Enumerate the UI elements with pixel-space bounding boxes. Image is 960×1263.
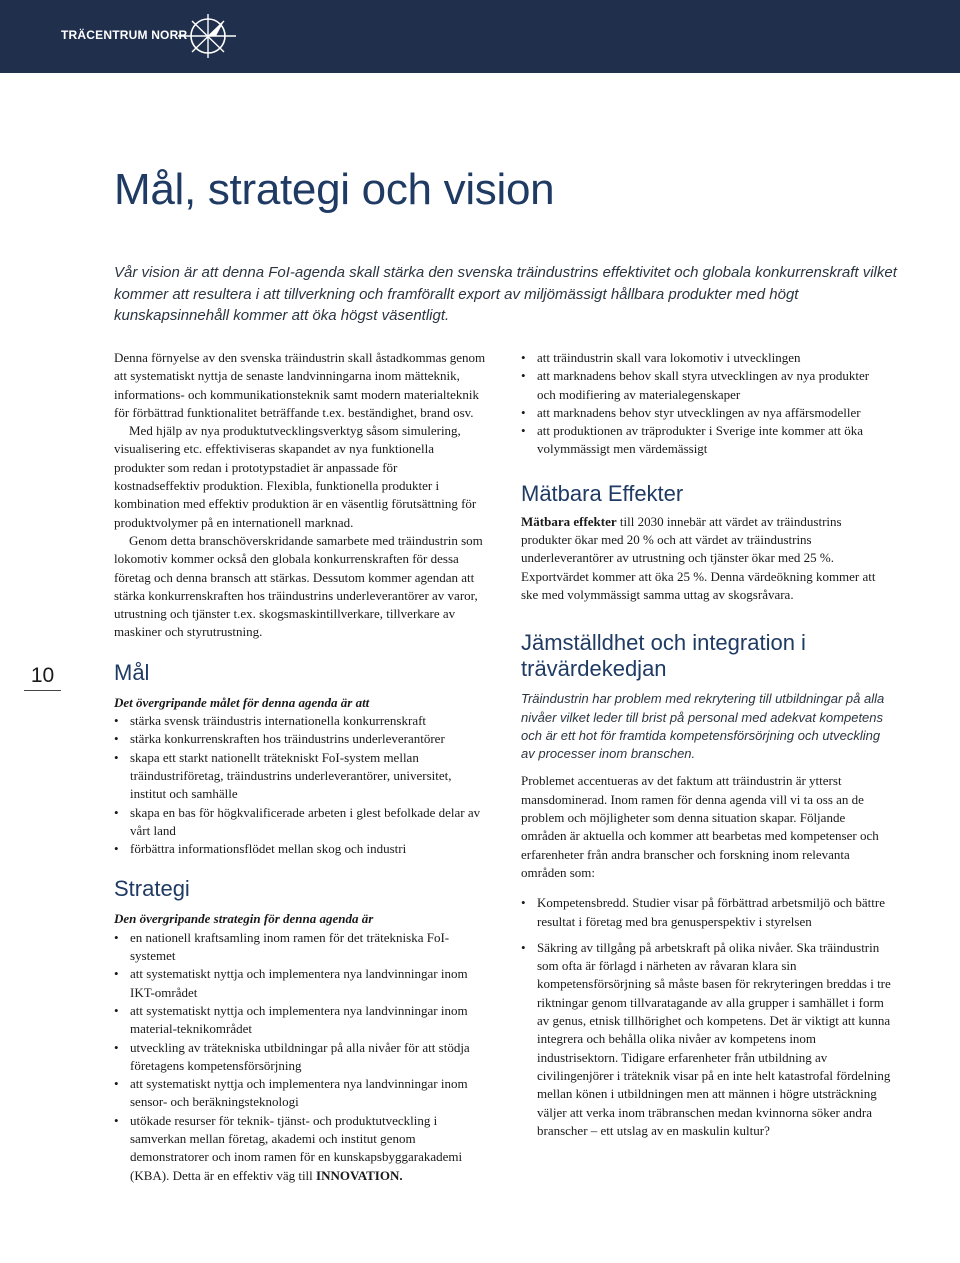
body-paragraph: Med hjälp av nya produktutvecklingsverktyg såsom simulering, visualisering etc. effektiviseras skapandet av nya funktionella produkter som redan i prototypstadiet är anpassade för kostnadseffektiv produktion. Flexibla, funktionella produkter i kombination med effektiv produktion är en väsentlig förutsättning för produktvolymer på en internationell marknad.: [114, 423, 477, 530]
list-item: • skapa en bas för högkvalificerade arbeten i glest befolkade delar av vårt land: [114, 804, 486, 841]
list-item: • förbättra informationsflödet mellan skog och industri: [114, 840, 486, 858]
right-column: [521, 349, 891, 1140]
section-heading-strategi: Strategi: [114, 876, 190, 902]
list-item: • skapa ett starkt nationellt trätekniskt FoI-system mellan träindustriföretag, träindustrins underleverantörer, universitet, institut och samhälle: [114, 749, 486, 804]
header-bar: [0, 0, 960, 73]
body-paragraph: Denna förnyelse av den svenska träindustrin skall åstadkommas genom att systematiskt nyttja de senaste landvinningarna inom mätteknik, informations- och kommunikationsteknik samt modern materialteknik för förbättrad funktionalitet beträffande t.ex. beständighet, brand osv.: [114, 350, 486, 420]
list-item: • att systematiskt nyttja och implementera nya landvinningar inom material-teknikområdet: [114, 1002, 486, 1039]
list-item: • Kompetensbredd. Studier visar på förbättrad arbetsmiljö och bättre resultat i företag med bra genusperspektiv i styrelsen: [521, 894, 891, 931]
page-number: 10: [24, 664, 61, 691]
list-item: • att träindustrin skall vara lokomotiv i utvecklingen: [521, 349, 891, 367]
list-item: • att marknadens behov styr utvecklingen av nya affärsmodeller: [521, 404, 891, 422]
brand-name: TRÄCENTRUM NORR: [61, 28, 188, 42]
intro-vision: Vår vision är att denna FoI-agenda skall stärka den svenska träindustrins effektivitet och globala konkurrenskraft vilket kommer att resultera i att tillverkning och framförallt export av miljömässigt hållbara produkter med högt kunskapsinnehåll kommer att öka högst väsentligt.: [114, 264, 897, 324]
list-item: • att produktionen av träprodukter i Sverige inte kommer att öka volymmässigt men värdemässigt: [521, 422, 891, 459]
jamstalldhet-list: [521, 894, 891, 1140]
list-item-text: utökade resurser för teknik- tjänst- och produktutveckling i samverkan mellan företag, akademi och institut genom demonstratorer och inom ramen för en kunskapsbyggarakademi (KBA). Detta är en effektiv väg till: [130, 1112, 463, 1183]
list-item: • en nationell kraftsamling inom ramen för det trätekniska FoI-systemet: [114, 929, 486, 966]
inline-text: till 2030 innebär att värdet av träindustrins produkter ökar med 20 % och att värdet av träindustrins underleverantörer av utrustning och tjänster ökar med 25 %. Exportvärdet kommer att öka 25 %. Denna värdeökning kommer att ske med volymmässigt samma uttag av skogsråvara.: [521, 513, 876, 602]
section-subheading: Det övergripande målet för denna agenda är att: [114, 694, 370, 710]
section-lead: Träindustrin har problem med rekrytering till utbildningar på alla nivåer vilket leder till brist på personal med adekvat kompetens och är ett hot för framtida kompetensförsörjning och utveckling av processer inom branschen.: [521, 691, 885, 762]
body-paragraph: Genom detta branschöverskridande samarbete med träindustrin som lokomotiv kommer också den globala konkurrenskraften för dessa företag och denna bransch att stärkas. Dessutom kommer agendan att stärka konkurrenskraften hos träindustrins underleverantörer av varor, utrustning och tjänster t.ex. skogsmaskintillverkare, tillverkare av maskiner och styrutrustning.: [114, 532, 483, 640]
list-item: • att systematiskt nyttja och implementera nya landvinningar inom IKT-området: [114, 965, 486, 1002]
section-heading-jamstalldhet: Jämställdhet och integration i trävärdekedjan: [521, 630, 806, 682]
list-item: • stärka svensk träindustris internationella konkurrenskraft: [114, 712, 486, 730]
strategi-list: [114, 929, 486, 1185]
list-item: • Säkring av tillgång på arbetskraft på olika nivåer. Ska träindustrin som ofta är förlagd i närheten av råvaran klara sin kompetensförsörjning så måste basen för rekryteringen breddas i tre riktningar genom tillvaratagande av alla grupper i samhället i form av genus, etnisk tillhörighet och kompetens. Det är viktigt att kunna integrera och behålla olika nivåer av kompetens inom industrisektorn. Tidigare erfarenheter från utbildning av civilingenjörer i träteknik visar på en inte helt katastrofal fördelning mellan könen i utbildningen men att männen i högre utsträckning väljer att verka inom träbranschen medan kvinnorna söker andra branscher – ett utslag av en maskulin kultur?: [521, 939, 891, 1140]
section-subheading: Den övergripande strategin för denna agenda är: [114, 911, 374, 927]
body-paragraph: [521, 513, 891, 604]
section-heading-mal: Mål: [114, 659, 150, 685]
list-item: • att systematiskt nyttja och implementera nya landvinningar inom sensor- och beräkningsteknologi: [114, 1075, 486, 1112]
mal-list: [114, 712, 486, 858]
left-column: [114, 349, 486, 1185]
inline-bold: Mätbara effekter: [521, 513, 617, 529]
section-heading-matbara: Mätbara Effekter: [521, 480, 684, 506]
logo-icon: [178, 12, 236, 60]
innovation-emphasis: INNOVATION.: [316, 1167, 403, 1183]
page-title: Mål, strategi och vision: [114, 165, 555, 214]
list-item: • stärka konkurrenskraften hos träindustrins underleverantörer: [114, 730, 486, 748]
strategy-continued-list: [521, 349, 891, 459]
list-item: • att marknadens behov skall styra utvecklingen av nya produkter och modifiering av materialegenskaper: [521, 367, 891, 404]
list-item: [114, 1112, 486, 1185]
body-paragraph: Problemet accentueras av det faktum att träindustrin är ytterst mansdominerad. Inom ramen för denna agenda vill vi ta oss an de problem och möjligheter som denna situation skapar. Följande områden är aktuella och kommer att bearbetas med kompetenser och erfarenheter från andra branscher och forskning inom relevanta områden som:: [521, 773, 879, 880]
list-item: • utveckling av trätekniska utbildningar på alla nivåer för att stödja företagens kompetensförsörjning: [114, 1039, 486, 1076]
